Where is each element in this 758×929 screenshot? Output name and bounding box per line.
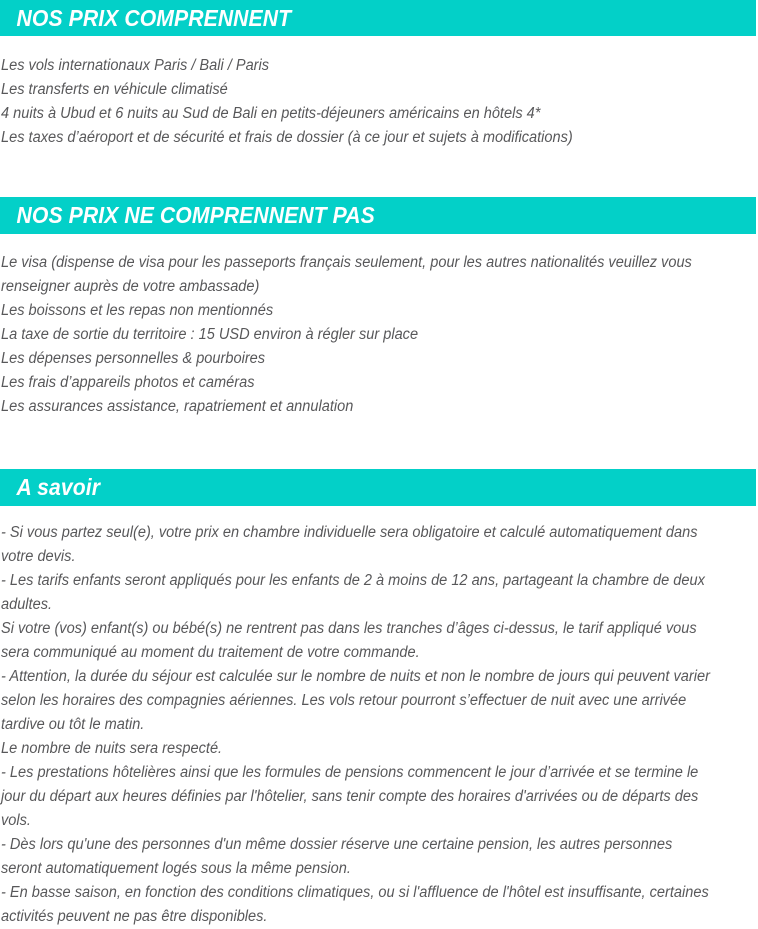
- note-item: - Les tarifs enfants seront appliqués pour les enfants de 2 à moins de 12 ans, partageant la chambre de deux adultes.: [1, 572, 705, 613]
- section-title-good-to-know: A savoir: [16, 474, 101, 500]
- section-body-good-to-know: [0, 506, 758, 929]
- note-item: - Si vous partez seul(e), votre prix en chambre individuelle sera obligatoire et calculé automatiquement dans votre devis.: [1, 524, 698, 565]
- note-item: - Les prestations hôtelières ainsi que les formules de pensions commencent le jour d’arrivée et se termine le jour du départ aux heures définies par l'hôtelier, sans tenir compte des horaires d'arrivées ou de départs des vols.: [1, 764, 699, 829]
- note-item: - En basse saison, en fonction des conditions climatiques, ou si l'affluence de l'hôtel est insuffisante, certaines activités peuvent ne pas être disponibles.: [1, 884, 709, 925]
- note-item: Le nombre de nuits sera respecté.: [1, 740, 223, 757]
- list-item: Les transferts en véhicule climatisé: [1, 81, 228, 98]
- note-item: - Attention, la durée du séjour est calculée sur le nombre de nuits et non le nombre de jours qui peuvent varier selon les horaires des compagnies aériennes. Les vols retour pourront s’effectuer de nuit avec une arrivée tardive ou tôt le matin.: [1, 668, 710, 733]
- section-body-not-included: [0, 234, 758, 419]
- section-body-included: [0, 36, 758, 150]
- section-spacer: [0, 150, 758, 197]
- list-item: Les taxes d’aéroport et de sécurité et frais de dossier (à ce jour et sujets à modifications): [1, 129, 573, 146]
- section-spacer: [0, 419, 758, 469]
- list-item: Les assurances assistance, rapatriement et annulation: [1, 398, 354, 415]
- note-item: Si votre (vos) enfant(s) ou bébé(s) ne rentrent pas dans les tranches d’âges ci-dessus, le tarif appliqué vous sera communiqué au moment du traitement de votre commande.: [1, 620, 697, 661]
- list-item: La taxe de sortie du territoire : 15 USD environ à régler sur place: [1, 326, 419, 343]
- list-item: Les frais d’appareils photos et caméras: [1, 374, 255, 391]
- list-item: Les boissons et les repas non mentionnés: [1, 302, 274, 319]
- list-item: Les dépenses personnelles & pourboires: [1, 350, 266, 367]
- section-header-included: [0, 0, 756, 36]
- section-title-included: NOS PRIX COMPRENNENT: [16, 4, 292, 31]
- section-header-good-to-know: [0, 469, 756, 506]
- list-item: Les vols internationaux Paris / Bali / Paris: [1, 57, 270, 74]
- list-item: Le visa (dispense de visa pour les passeports français seulement, pour les autres nationalités veuillez vous renseigner auprès de votre ambassade): [1, 254, 692, 295]
- note-item: - Dès lors qu'une des personnes d'un même dossier réserve une certaine pension, les autres personnes seront automatiquement logés sous la même pension.: [1, 836, 673, 877]
- list-item: 4 nuits à Ubud et 6 nuits au Sud de Bali en petits-déjeuners américains en hôtels 4*: [1, 105, 541, 122]
- section-header-not-included: [0, 197, 756, 234]
- section-title-not-included: NOS PRIX NE COMPRENNENT PAS: [16, 202, 375, 228]
